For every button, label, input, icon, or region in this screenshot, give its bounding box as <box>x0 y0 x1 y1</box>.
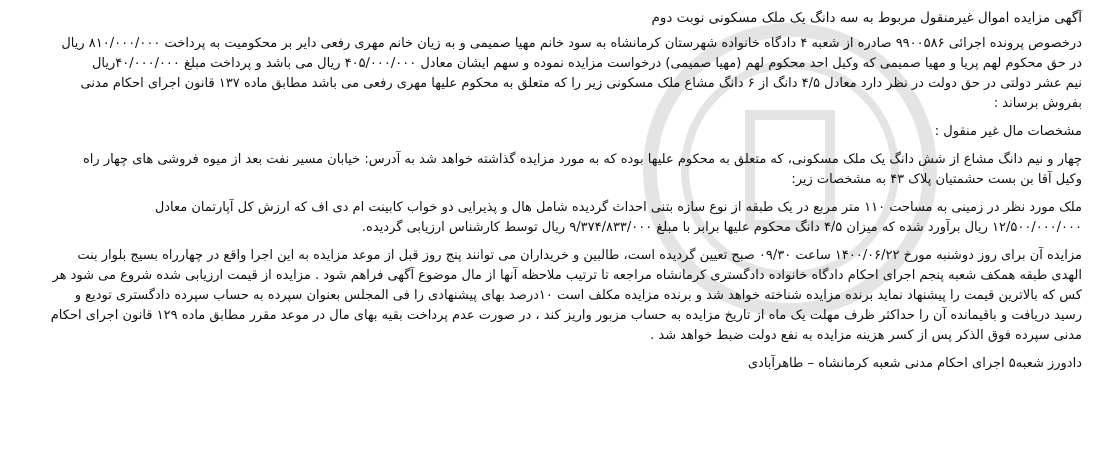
signature: دادورز شعبه۵ اجرای احکام مدنی شعبه کرمانشاه – طاهرآبادی <box>747 356 1082 371</box>
paragraph-property <box>14 150 1082 190</box>
paragraph-auction-terms <box>14 246 1082 346</box>
paragraph-line: مزایده آن برای روز دوشنبه مورخ ۱۴۰۰/۰۶/۲۲ ساعت ۰۹/۳۰ صبح تعیین گردیده است، طالبین و خریداران می توانند پنج روز قبل از موعد مزایده به این اجرا واقع در چهارراه بسیج بلوار بنت <box>77 248 1082 263</box>
notice-title: آگهی مزایده اموال غیرمنقول مربوط به سه دانگ یک ملک مسکونی نوبت دوم <box>651 10 1082 26</box>
paragraph-line: ۱۲/۵۰۰/۰۰۰/۰۰۰ ریال برآورد شده که میزان ۴/۵ دانگ محکوم علیها برابر با مبلغ ۹/۳۷۴/۸۳۳/۰۰۰ ریال توسط کارشناس ارزیابی گردیده. <box>361 220 1082 235</box>
paragraph-line: درخصوص پرونده اجرائی ۹۹۰۰۵۸۶ صادره از شعبه ۴ دادگاه خانواده شهرستان کرمانشاه به سود خانم مهیا صمیمی و به زیان خانم مهری رفعی دایر بر محکومیت به پرداخت ۸۱۰/۰۰۰/۰۰۰ ریال <box>61 36 1082 51</box>
paragraph-line: الهدی طبقه همکف شعبه پنجم اجرای احکام دادگاه خانواده دادگستری کرمانشاه مراجعه تا ترتیب ملاحظه آنها از مال موضوع آگهی فراهم شود . مزایده از قیمت ارزیابی شده شروع می شود هر <box>52 268 1082 283</box>
paragraph-line: ملک مورد نظر در زمینی به مساحت ۱۱۰ متر مربع در یک طبقه از نوع سازه بتنی احداث گردیده شامل هال و پذیرایی دو خواب کابینت ام دی اف که ارزش کل آپارتمان معادل <box>154 200 1082 215</box>
paragraph-line: چهار و نیم دانگ مشاع از شش دانگ یک ملک مسکونی، که متعلق به محکوم علیها بوده که به مورد مزایده گذاشته خواهد شد به آدرس: خیابان مسیر نفت بعد از میوه فروشی های چهار راه <box>82 152 1082 167</box>
paragraph-line: وکیل آقا بن بست حشمتیان پلاک ۴۳ به مشخصات زیر: <box>791 172 1082 187</box>
section-heading: مشخصات مال غیر منقول : <box>934 124 1082 139</box>
paragraph-line: کس که بالاترین قیمت را پیشنهاد نماید برنده مزایده شناخته خواهد شد و برنده مزایده مکلف است ۱۰درصد بهای پیشنهادی را فی المجلس بعنوان سپرده به حساب سپرده دادگستری تودیع و <box>74 288 1082 303</box>
paragraph-valuation <box>14 198 1082 238</box>
paragraph-line: در حق محکوم لهم پریا و مهیا صمیمی که وکیل احد محکوم لهم (مهیا صمیمی) درخواست مزایده نموده و سهم ایشان معادل ۴۰۵/۰۰۰/۰۰۰ ریال می باشد و پرداخت مبلغ ۴۰/۰۰۰/۰۰۰ریال <box>91 56 1082 71</box>
paragraph-line: مدنی سپرده فوق الذکر پس از کسر هزینه مزایده به نفع دولت ضبط خواهد شد . <box>650 328 1082 343</box>
paragraph-line: رسید دریافت و باقیمانده آن را حداکثر ظرف مهلت یک ماه از تاریخ مزایده به حساب مزبور واریز کند ، در صورت عدم پرداخت بقیه بهای مال در موعد مقرر مطابق ماده ۱۲۹ قانون اجرای احکام <box>50 308 1082 323</box>
paragraph-line: بفروش برساند : <box>993 96 1082 111</box>
paragraph-case-details <box>14 34 1082 114</box>
paragraph-line: نیم عشر دولتی در حق دولت در نظر دارد معادل ۴/۵ دانگ از ۶ دانگ مشاع ملک مسکونی زیر را که متعلق به محکوم علیها مهری رفعی می باشد مطابق ماده ۱۳۷ قانون اجرای احکام مدنی <box>80 76 1082 91</box>
